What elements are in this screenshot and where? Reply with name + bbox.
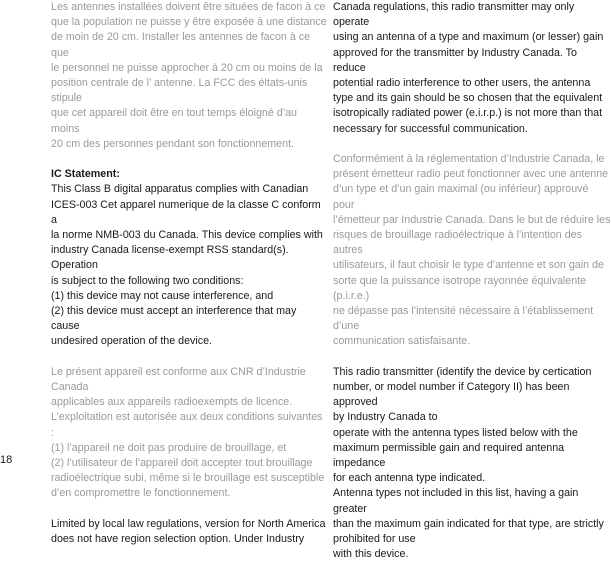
- right-column: [333, 0, 611, 562]
- ic-statement-heading: IC Statement:: [51, 168, 120, 181]
- left-column: [51, 0, 327, 547]
- local-law-paragraph: Limited by local law regulations, version for North America does not have region selection option. Under Industry: [51, 517, 326, 546]
- page-number: 18: [0, 454, 13, 466]
- antenna-regulation-paragraph-fr: Conformément à la réglementation d’Industrie Canada, le présent émetteur radio peut fonctionner avec une antenne d’un type et d’un gain maximal (ou inférieur) approuvé pour l’émetteur par Industrie Canada. Dans le but de réduire les risques de brouillage radioélectrique à l’intention des autres utilisateurs, il faut choisir le type d’antenne et son gain de sorte que la puissance isotrope rayonnée équivalente (p.i.r.e.) ne dépasse pas l’intensité nécessaire à l’établissement d’une communication satisfaisante.: [333, 153, 611, 348]
- radio-transmitter-paragraph: This radio transmitter (identify the device by certication number, or model number if Category II) has been approved by Industry Canada to operate with the antenna types listed below with the maximum permissible gain and required antenna impedance for each antenna type indicated. Antenna types not included in this list, having a gain greater than the maximum gain indicated for that type, are strictly prohibited for use with this device.: [333, 365, 604, 561]
- ic-statement-body: This Class B digital apparatus complies with Canadian ICES-003 Cet apparel numerique de la classe C conform a la norme NMB-003 du Canada. This device complies with industry Canada license-exempt RSS standard(s). Operation is subject to the following two conditions: (1) this device may not cause interference, and (2) this device must accept an interference that may cause undesired operation of the device.: [51, 183, 323, 348]
- ic-paragraph-fr: Le présent appareil est conforme aux CNR d’Industrie Canada applicables aux appareils radioexempts de licence. L’exploitation est autorisée aux deux conditions suivantes : (1) l’appareil ne doit pas produire de brouillage, et (2) l’utilisateur de l’appareil doit accepter tout brouillage radioélectrique subi, même si le brouillage est susceptible d’en compromettre le fonctionnement.: [51, 365, 325, 500]
- fcc-distance-paragraph-fr: Les antennes installées doivent être situées de facon à ce que la population ne puisse y être exposée à une distance de moin de 20 cm. Installer les antennes de facon à ce que le personnel ne puisse approcher à 20 cm ou moins de la position centrale de l’ antenne. La FCC des éltats-unis stipule que cet appareil doit être en tout temps éloigné d’au moins 20 cm des personnes pendant son fonctionnement.: [51, 1, 327, 150]
- antenna-regulation-paragraph: Canada regulations, this radio transmitter may only operate using an antenna of a type and maximum (or lesser) gain approved for the transmitter by Industry Canada. To reduce potential radio interference to other users, the antenna type and its gain should be so chosen that the equivalent isotropically radiated power (e.i.r.p.) is not more than that necessary for successful communication.: [333, 1, 604, 135]
